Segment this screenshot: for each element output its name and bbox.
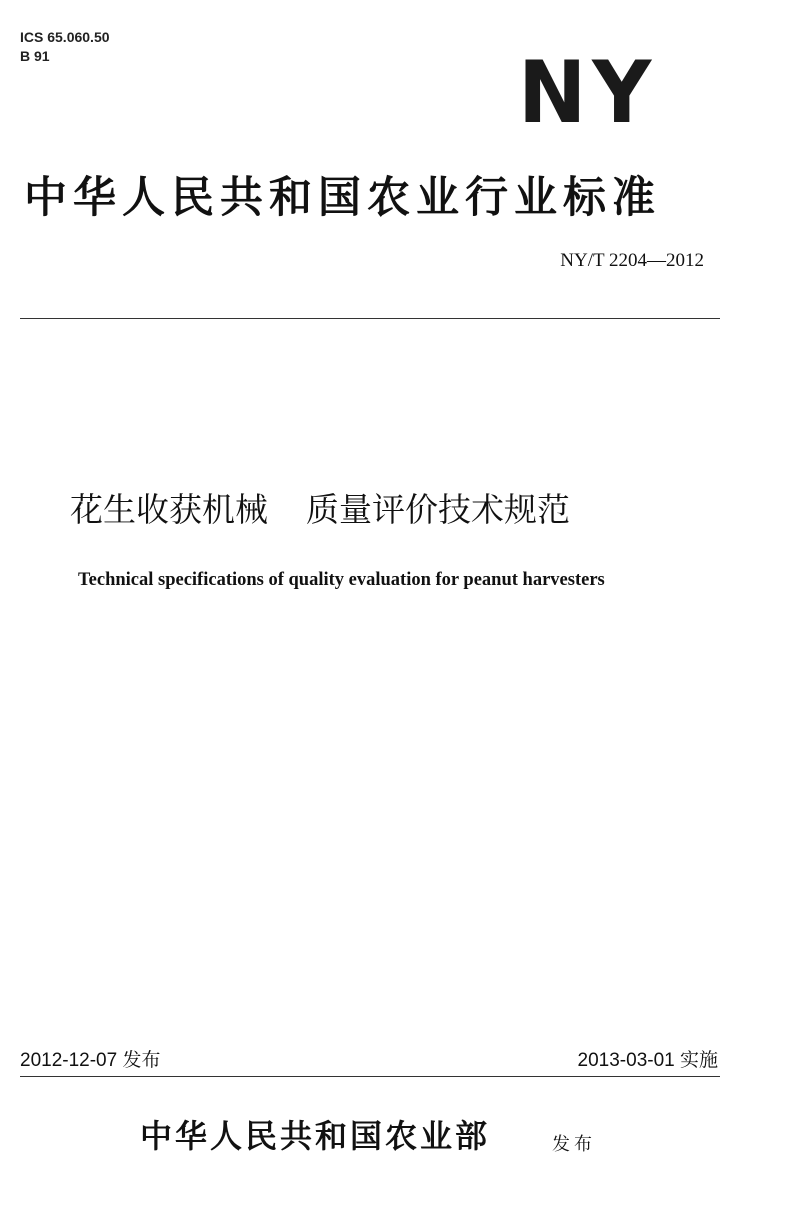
ccs-code: B 91 bbox=[20, 48, 50, 64]
ics-code: ICS 65.060.50 bbox=[20, 29, 110, 45]
english-title: Technical specifications of quality evaluation for peanut harvesters bbox=[78, 570, 605, 590]
top-divider bbox=[20, 318, 720, 319]
chinese-title bbox=[70, 488, 570, 532]
chinese-title-part2: 质量评价技术规范 bbox=[306, 490, 570, 529]
issuing-authority: 中华人民共和国农业部 bbox=[140, 1117, 491, 1155]
standard-category-title: 中华人民共和国农业行业标准 bbox=[24, 173, 661, 223]
issuing-authority-suffix: 发布 bbox=[552, 1134, 596, 1155]
implementation-date: 2013-03-01 实施 bbox=[577, 1050, 718, 1071]
issue-date: 2012-12-07 发布 bbox=[20, 1050, 161, 1071]
chinese-title-part1: 花生收获机械 bbox=[70, 490, 268, 529]
standard-number: NY/T 2204—2012 bbox=[560, 250, 704, 271]
bottom-divider bbox=[20, 1076, 720, 1077]
classification-codes bbox=[20, 28, 110, 66]
ny-logo: NY bbox=[518, 43, 657, 143]
